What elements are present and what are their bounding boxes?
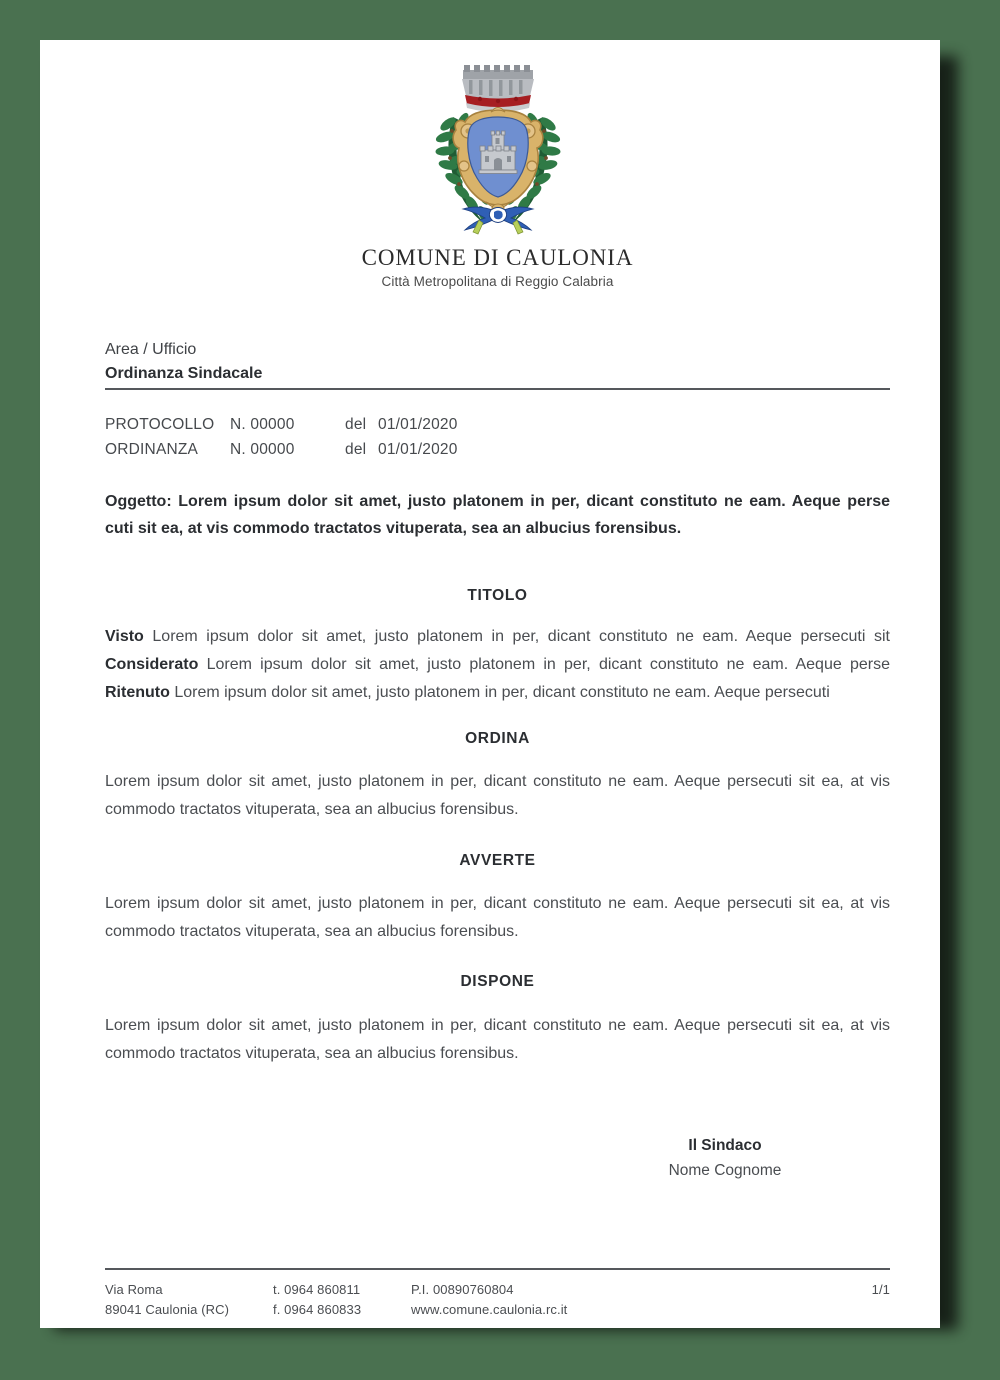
ordinanza-label: ORDINANZA <box>105 441 199 458</box>
letterhead <box>105 62 890 289</box>
footer-website[interactable]: www.comune.caulonia.rc.it <box>411 1302 568 1317</box>
footer-row <box>105 1300 890 1320</box>
footer-address-line1: Via Roma <box>105 1282 163 1297</box>
footer-fax: f. 0964 860833 <box>273 1302 362 1317</box>
text-ritenuto: Lorem ipsum dolor sit amet, justo platonem in per, dicant constituto ne eam. Aeque persecuti <box>174 684 830 701</box>
comune-name: COMUNE DI CAULONIA <box>361 245 634 270</box>
signature-role: Il Sindaco <box>688 1137 762 1154</box>
coat-of-arms-icon <box>423 62 573 237</box>
protocol-date: 01/01/2020 <box>378 416 458 433</box>
lead-ritenuto: Ritenuto <box>105 684 170 701</box>
protocol-row <box>105 437 458 462</box>
lead-visto: Visto <box>105 628 144 645</box>
protocol-label: PROTOCOLLO <box>105 416 215 433</box>
protocol-block <box>105 412 890 462</box>
area-value: Ordinanza Sindacale <box>105 365 263 382</box>
section-heading-titolo: TITOLO <box>467 587 528 604</box>
lead-considerato: Considerato <box>105 656 199 673</box>
section-heading-ordina: ORDINA <box>465 730 530 747</box>
text-considerato: Lorem ipsum dolor sit amet, justo platonem in per, dicant constituto ne eam. Aeque perse <box>206 656 890 673</box>
area-ufficio-block <box>105 338 890 386</box>
section-body-titolo <box>105 623 890 707</box>
footer-divider <box>105 1268 890 1270</box>
ordinanza-del-label: del <box>345 441 367 458</box>
section-body-dispone: Lorem ipsum dolor sit amet, justo platonem in per, dicant constituto ne eam. Aeque persecuti sit ea, at vis commodo tractatos vituperata, sea an albucius forensibus. <box>105 1017 890 1062</box>
section-heading-dispone: DISPONE <box>460 973 535 990</box>
header-divider <box>105 388 890 390</box>
crown-part <box>462 65 534 112</box>
footer <box>105 1280 890 1320</box>
footer-address-line2: 89041 Caulonia (RC) <box>105 1302 230 1317</box>
area-label: Area / Ufficio <box>105 341 197 358</box>
signature-block <box>105 1133 890 1183</box>
oggetto-paragraph: Oggetto: Lorem ipsum dolor sit amet, justo platonem in per, dicant constituto ne eam. Aeque perse cuti sit ea, at vis commodo tractatos vituperata, sea an albucius forensibus. <box>105 493 890 537</box>
section-heading-avverte: AVVERTE <box>459 852 536 869</box>
footer-tel: t. 0964 860811 <box>273 1282 361 1297</box>
protocol-del-label: del <box>345 416 367 433</box>
footer-page-number: 1/1 <box>871 1282 890 1297</box>
section-body-ordina: Lorem ipsum dolor sit amet, justo platonem in per, dicant constituto ne eam. Aeque persecuti sit ea, at vis commodo tractatos vituperata, sea an albucius forensibus. <box>105 773 890 818</box>
footer-row <box>105 1280 890 1300</box>
footer-piva: P.I. 00890760804 <box>411 1282 514 1297</box>
section-body-avverte: Lorem ipsum dolor sit amet, justo platonem in per, dicant constituto ne eam. Aeque persecuti sit ea, at vis commodo tractatos vituperata, sea an albucius forensibus. <box>105 895 890 940</box>
protocol-row <box>105 412 458 437</box>
protocol-number: N. 00000 <box>230 416 295 433</box>
footer-spacer <box>811 1300 890 1320</box>
signature-name: Nome Cognome <box>668 1162 782 1179</box>
ribbon-bow <box>463 207 533 234</box>
ordinanza-date: 01/01/2020 <box>378 441 458 458</box>
document-page <box>40 40 940 1328</box>
text-visto: Lorem ipsum dolor sit amet, justo platonem in per, dicant constituto ne eam. Aeque persecuti sit <box>152 628 890 645</box>
ordinanza-number: N. 00000 <box>230 441 295 458</box>
comune-subtitle: Città Metropolitana di Reggio Calabria <box>381 274 614 289</box>
